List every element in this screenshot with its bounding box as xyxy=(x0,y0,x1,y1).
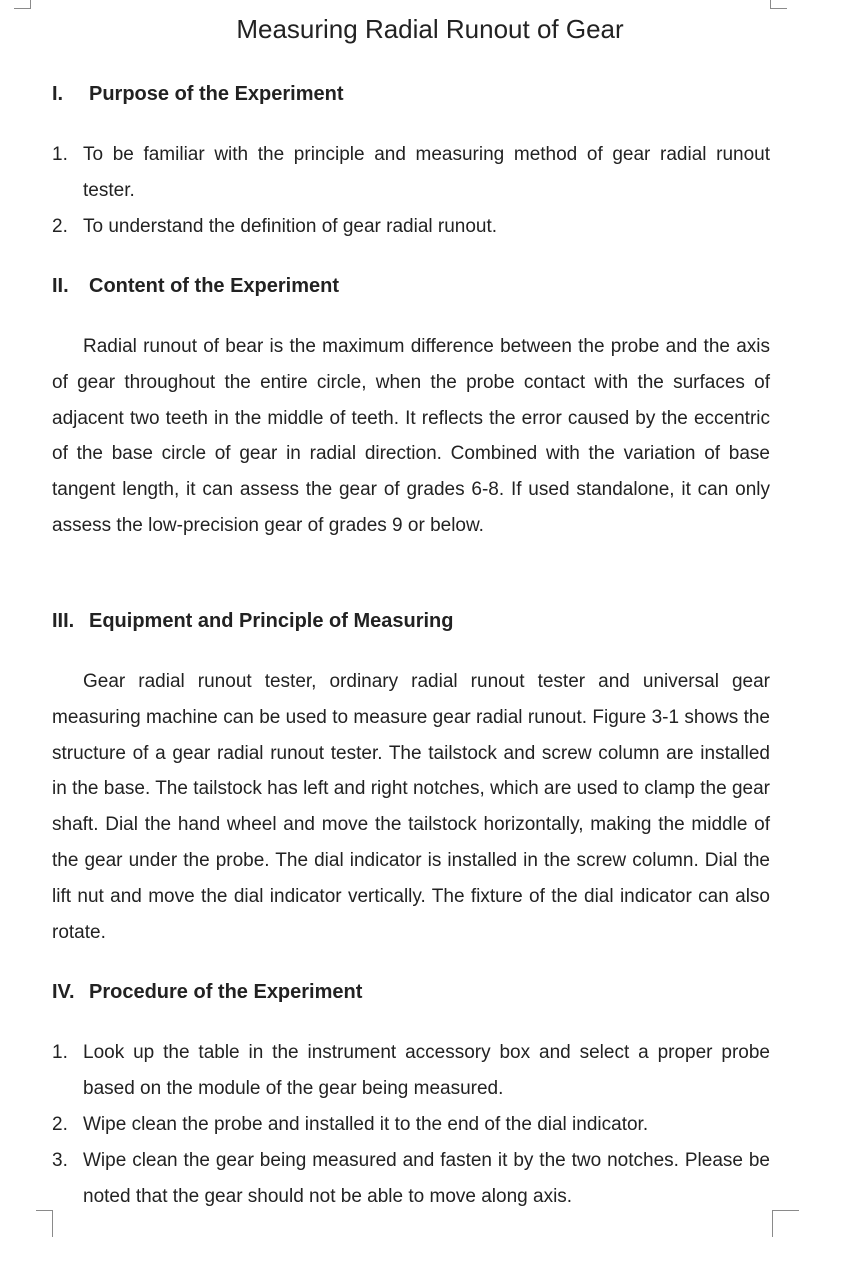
section-title: Equipment and Principle of Measuring xyxy=(89,610,454,632)
list-item: 2. Wipe clean the probe and installed it to the end of the dial indicator. xyxy=(52,1114,649,1135)
crop-mark-bottom-left xyxy=(36,1210,53,1237)
section-title: Purpose of the Experiment xyxy=(89,83,344,105)
section-heading-content xyxy=(52,275,339,298)
content-paragraph: Radial runout of bear is the maximum difference between the probe and the axis of gear throughout the entire circle, when the probe contact with the surfaces of adjacent two teeth in the middle of teeth. It reflects the error caused by the eccentric of the base circle of gear in radial direction. Combined with the variation of base tangent length, it can assess the gear of grades 6-8. If used standalone, it can only assess the low-precision gear of grades 9 or below. xyxy=(52,336,770,536)
section-heading-equipment xyxy=(52,610,453,633)
crop-mark-bottom-right xyxy=(772,1210,799,1237)
crop-mark-top-right xyxy=(770,0,787,9)
section-number: IV. xyxy=(52,981,75,1003)
section-number: III. xyxy=(52,610,75,632)
purpose-list xyxy=(52,137,770,245)
list-item: 1. Look up the table in the instrument accessory box and select a proper probe based on the module of the gear being measured. xyxy=(52,1042,770,1099)
document-title: Measuring Radial Runout of Gear xyxy=(236,14,624,44)
section-title: Content of the Experiment xyxy=(89,275,340,297)
section-number: II. xyxy=(52,275,69,297)
section-heading-procedure xyxy=(52,981,362,1004)
section-number: I. xyxy=(52,83,64,105)
section-title: Procedure of the Experiment xyxy=(89,981,363,1003)
equipment-paragraph: Gear radial runout tester, ordinary radial runout tester and universal gear measuring machine can be used to measure gear radial runout. Figure 3-1 shows the structure of a gear radial runout tester. The tailstock and screw column are installed in the base. The tailstock has left and right notches, which are used to clamp the gear shaft. Dial the hand wheel and move the tailstock horizontally, making the middle of the gear under the probe. The dial indicator is installed in the screw column. Dial the lift nut and move the dial indicator vertically. The fixture of the dial indicator can also rotate. xyxy=(52,671,770,943)
list-item: 2. To understand the definition of gear radial runout. xyxy=(52,216,498,237)
list-item: 3. Wipe clean the gear being measured and fasten it by the two notches. Please be noted that the gear should not be able to move along axis. xyxy=(52,1150,770,1207)
crop-mark-top-left xyxy=(14,0,31,9)
list-item: 1. To be familiar with the principle and measuring method of gear radial runout tester. xyxy=(52,144,770,201)
procedure-list xyxy=(52,1035,770,1215)
section-heading-purpose xyxy=(52,83,344,106)
